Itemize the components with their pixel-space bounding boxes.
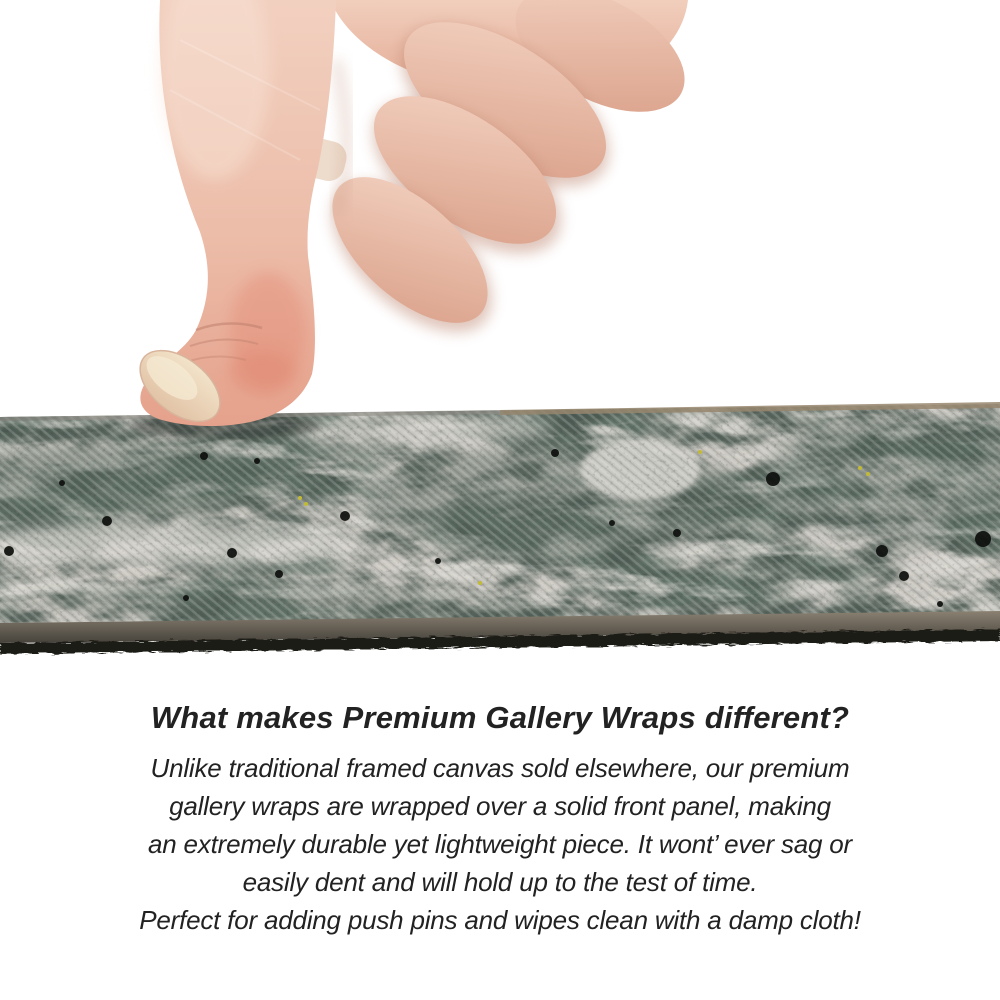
caption-line: gallery wraps are wrapped over a solid front panel, making <box>169 791 831 821</box>
hand-image <box>127 0 705 436</box>
caption-heading: What makes Premium Gallery Wraps different? <box>150 700 850 735</box>
caption-line: Unlike traditional framed canvas sold elsewhere, our premium <box>150 753 850 783</box>
canvas-edge-strip <box>0 400 1000 654</box>
caption-line: Perfect for adding push pins and wipes clean with a damp cloth! <box>139 905 861 935</box>
canvas-texture <box>0 400 1000 630</box>
caption-line: an extremely durable yet lightweight piece. It wont’ ever sag or <box>147 829 853 859</box>
caption-line: easily dent and will hold up to the test of time. <box>242 867 758 897</box>
caption <box>0 700 1000 939</box>
